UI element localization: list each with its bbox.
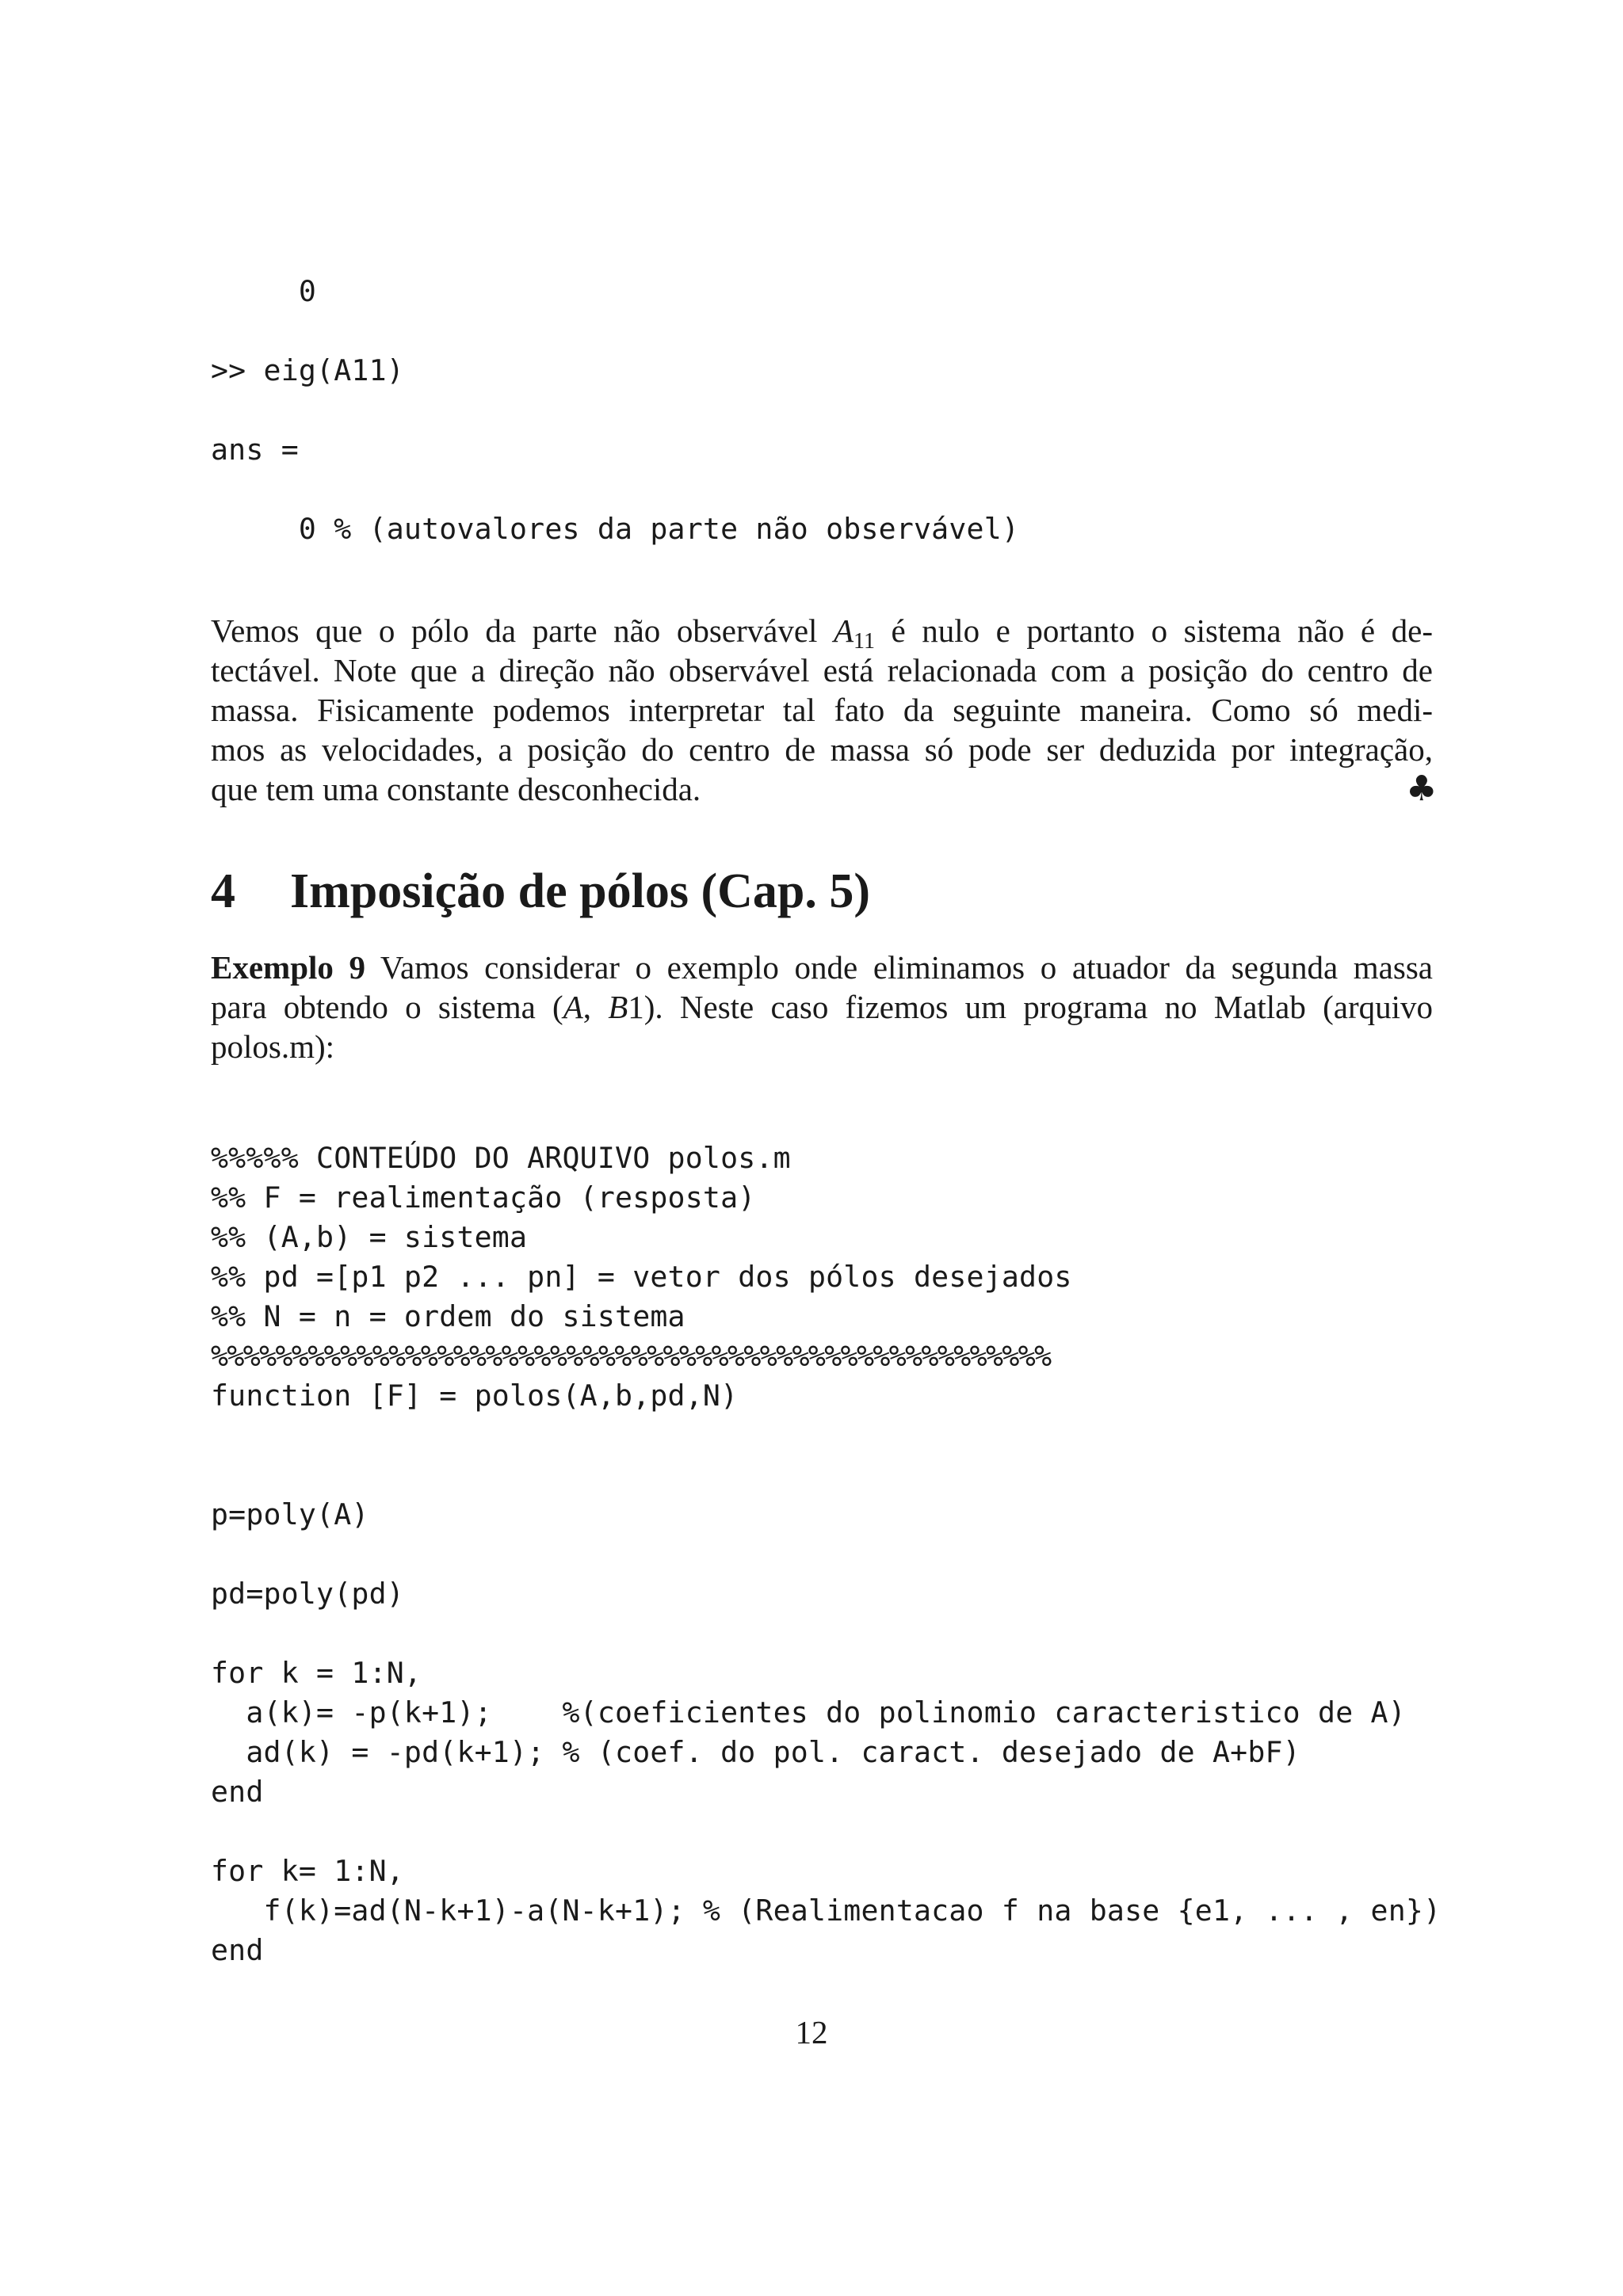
text-span: Vamos considerar o exemplo onde eliminamos o atuador da segunda massa (365, 949, 1433, 986)
math-variable: A (563, 989, 583, 1025)
code-line-poly-pd: pd=poly(pd) (211, 1577, 404, 1611)
code-loop1-line: a(k)= -p(k+1); %(coeficientes do polinomio caracteristico de A) (211, 1695, 1406, 1730)
code-comment-line: %% F = realimentação (resposta) (211, 1180, 756, 1215)
code-loop2-line: end (211, 1933, 264, 1967)
section-heading (211, 860, 870, 923)
math-variable: A (833, 612, 854, 649)
section-title: Imposição de pólos (Cap. 5) (290, 864, 871, 918)
code-loop2-line: f(k)=ad(N-k+1)-a(N-k+1); % (Realimentacao f na base {e1, ... , en}) (211, 1894, 1442, 1928)
text-span: 1). Neste caso fizemos um programa no Matlab (arquivo (628, 989, 1433, 1025)
text-span: , (582, 989, 609, 1025)
code-separator-line: %%%%%%%%%%%%%%%%%%%%%%%%%%%%%%%%%%%%%%%%%%%%%%%%%%%% (211, 1339, 1051, 1373)
math-subscript: 11 (854, 629, 875, 654)
example-paragraph (211, 948, 1433, 1066)
code-loop1-line: ad(k) = -pd(k+1); % (coef. do pol. caract. desejado de A+bF) (211, 1735, 1300, 1769)
section-number: 4 (211, 864, 235, 918)
code-comment-line: %% pd =[p1 p2 ... pn] = vetor dos pólos desejados (211, 1260, 1072, 1294)
console-ans-value: 0 % (autovalores da parte não observável) (211, 512, 1020, 546)
paragraph-line: massa. Fisicamente podemos interpretar tal fato da seguinte maneira. Como só medi- (211, 692, 1433, 728)
paragraph-detectability (211, 611, 1433, 809)
code-comment-line: %%%%% CONTEÚDO DO ARQUIVO polos.m (211, 1141, 791, 1175)
page-number: 12 (795, 2014, 828, 2050)
code-line-poly-a: p=poly(A) (211, 1497, 369, 1531)
math-variable: B (608, 989, 628, 1025)
text-span: para obtendo o sistema ( (211, 989, 563, 1025)
code-loop1-line: for k = 1:N, (211, 1656, 422, 1690)
console-zero-line: 0 (211, 274, 317, 308)
text-span: Vemos que o pólo da parte não observável (211, 612, 834, 649)
code-function-signature: function [F] = polos(A,b,pd,N) (211, 1379, 739, 1413)
end-of-example-club-symbol: ♣ (1406, 769, 1438, 809)
paragraph-line: que tem uma constante desconhecida. (211, 771, 701, 807)
paragraph-line (211, 611, 1433, 654)
code-comment-line: %% N = n = ordem do sistema (211, 1299, 685, 1333)
paragraph-line (211, 987, 1433, 1027)
example-label: Exemplo 9 (211, 949, 366, 986)
paragraph-line: tectável. Note que a direção não observável está relacionada com a posição do centro de (211, 652, 1433, 688)
paragraph-line: mos as velocidades, a posição do centro de massa só pode ser deduzida por integração, (211, 731, 1433, 768)
text-span: é nulo e portanto o sistema não é de- (874, 612, 1433, 649)
code-loop2-line: for k= 1:N, (211, 1854, 404, 1888)
code-comment-line: %% (A,b) = sistema (211, 1220, 528, 1254)
console-ans-label: ans = (211, 433, 299, 467)
paragraph-line (211, 948, 1433, 987)
paragraph-line: polos.m): (211, 1028, 335, 1065)
console-eig-command: >> eig(A11) (211, 353, 404, 387)
code-loop1-line: end (211, 1775, 264, 1809)
